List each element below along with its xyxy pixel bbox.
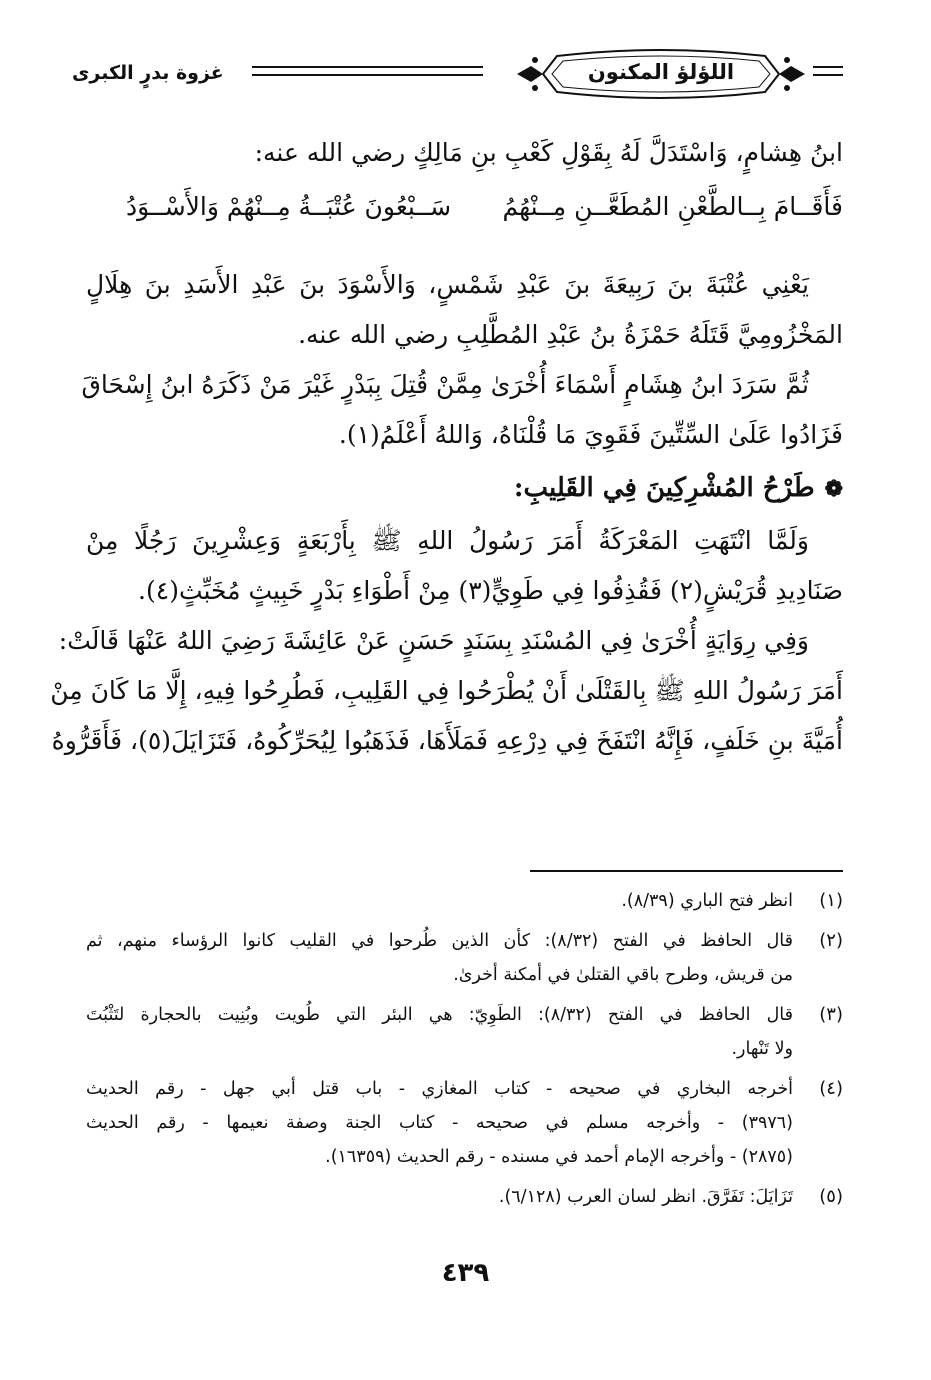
footnote-line: (٢٨٧٥) - وأخرجه الإمام أحمد في مسنده - رقم الحديث (١٦٣٥٩). xyxy=(325,1147,793,1167)
page-number: ٤٣٩ xyxy=(441,1258,490,1288)
paragraph-3-line-1: وَلَمَّا انْتَهَتِ المَعْرَكَةُ أَمَرَ رَسُولُ اللهِ ﷺ بِأَرْبَعَةٍ وَعِشْرِينَ رَجُلًا مِنْ xyxy=(86,526,809,555)
header-rule-left xyxy=(252,66,483,76)
header-rule-right xyxy=(813,66,843,76)
footnote xyxy=(86,924,843,992)
footnote xyxy=(86,1072,843,1174)
main-text xyxy=(50,128,843,766)
footnote-line: ولا تَنْهار. xyxy=(731,1039,793,1059)
paragraph-4-line-1: وَفِي رِوَايَةٍ أُخْرَىٰ فِي المُسْنَدِ بِسَنَدٍ حَسَنٍ عَنْ عَائِشَةَ رَضِيَ اللهُ عَنْهَا قَالَتْ: xyxy=(58,626,809,655)
intro-line: ابنُ هِشامٍ، وَاسْتَدَلَّ لَهُ بِقَوْلِ كَعْبِ بنِ مَالِكٍ رضي الله عنه: xyxy=(254,138,843,167)
footnote-separator xyxy=(530,870,843,872)
paragraph-1-line-1: يَعْنِي عُتْبَةَ بنَ رَبِيعَةَ بنَ عَبْدِ شَمْسٍ، وَالأَسْوَدَ بنَ عَبْدِ الأَسَدِ بنَ هِلَالٍ xyxy=(86,270,809,299)
book-title: اللؤلؤ المكنون xyxy=(587,60,735,84)
footnote-line: قال الحافظ في الفتح (٨/٣٢): كأن الذين طُرحوا في القليب كانوا الرؤساء منهم، ثم xyxy=(86,931,793,951)
footnotes xyxy=(86,884,843,1220)
flower-ornament-icon: ❁ xyxy=(824,476,843,502)
paragraph-2-line-2: فَزَادُوا عَلَىٰ السِّتِّينَ فَقَوِيَ مَا قُلْنَاهُ، وَاللهُ أَعْلَمُ(١). xyxy=(338,420,843,449)
footnote xyxy=(86,1180,843,1214)
footnote-line: من قريش، وطرح باقي القتلىٰ في أمكنة أخرىٰ. xyxy=(453,965,793,985)
footnote-number: (٤) xyxy=(819,1078,843,1099)
footnote-line: قال الحافظ في الفتح (٨/٣٢): الطَوِيّ: هي البئر التي طُويت وبُنِيت بالحجارة لتَثْبُتَ xyxy=(86,1005,793,1025)
footnote-number: (٣) xyxy=(819,1004,843,1025)
footnote-line: انظر فتح الباري (٨/٣٩). xyxy=(621,891,793,911)
poetry-verse xyxy=(86,178,843,236)
paragraph-3-line-2: صَنَادِيدِ قُرَيْشٍ(٢) فَقُذِفُوا فِي طَوِيٍّ(٣) مِنْ أَطْوَاءِ بَدْرٍ خَبِيثٍ مُخَبِّثٍ(٤). xyxy=(138,576,843,605)
footnote-line: (٣٩٧٦) - وأخرجه مسلم في صحيحه - كتاب الجنة وصفة نعيمها - رقم الحديث xyxy=(86,1113,793,1133)
paragraph-4-line-3: أُمَيَّةَ بنِ خَلَفٍ، فَإِنَّهُ انْتَفَخَ فِي دِرْعِهِ فَمَلَأَهَا، فَذَهَبُوا لِيُحَرِّكُوهُ، فَتَزَايَلَ(٥)، فَأَقَرُّوهُ xyxy=(51,726,843,755)
footnote xyxy=(86,884,843,918)
paragraph-4-line-2: أَمَرَ رَسُولُ اللهِ ﷺ بِالقَتْلَىٰ أَنْ يُطْرَحُوا فِي القَلِيبِ، فَطُرِحُوا فِيهِ، إِلَّا مَا كَانَ مِنْ xyxy=(50,676,843,705)
chapter-title: غزوة بدرٍ الكبرى xyxy=(72,62,224,84)
footnote-line: أخرجه البخاري في صحيحه - كتاب المغازي - باب قتل أبي جهل - رقم الحديث xyxy=(86,1079,793,1099)
footnote-number: (٥) xyxy=(819,1186,843,1207)
section-heading-text: طَرْحُ المُشْرِكِينَ فِي القَلِيبِ: xyxy=(513,473,815,503)
footnote xyxy=(86,998,843,1066)
paragraph-2-line-1: ثُمَّ سَرَدَ ابنُ هِشَامٍ أَسْمَاءَ أُخْرَىٰ مِمَّنْ قُتِلَ بِبَدْرٍ غَيْرَ مَنْ ذَكَرَهُ ابنُ إِسْحَاقَ xyxy=(81,370,809,399)
verse-second-hemistich: سَــبْعُونَ عُتْبَــةُ مِــنْهُمْ وَالأَسْــوَدُ xyxy=(126,192,452,221)
footnote-number: (١) xyxy=(819,890,843,911)
verse-first-hemistich: فَأَقَــامَ بِــالطَّعْنِ المُطَعَّــنِ مِــنْهُمُ xyxy=(502,192,843,221)
paragraph-1-line-2: المَخْزُومِيَّ قَتَلَهُ حَمْزَةُ بنُ عَبْدِ المُطَّلِبِ رضي الله عنه. xyxy=(298,320,843,349)
running-header xyxy=(72,44,843,106)
footnote-number: (٢) xyxy=(819,930,843,951)
header-ornament-frame xyxy=(517,46,805,102)
section-heading xyxy=(86,460,843,516)
footnote-line: تَزَايَلَ: تَفَرَّقَ. انظر لسان العرب (٦/١٢٨). xyxy=(498,1187,793,1207)
